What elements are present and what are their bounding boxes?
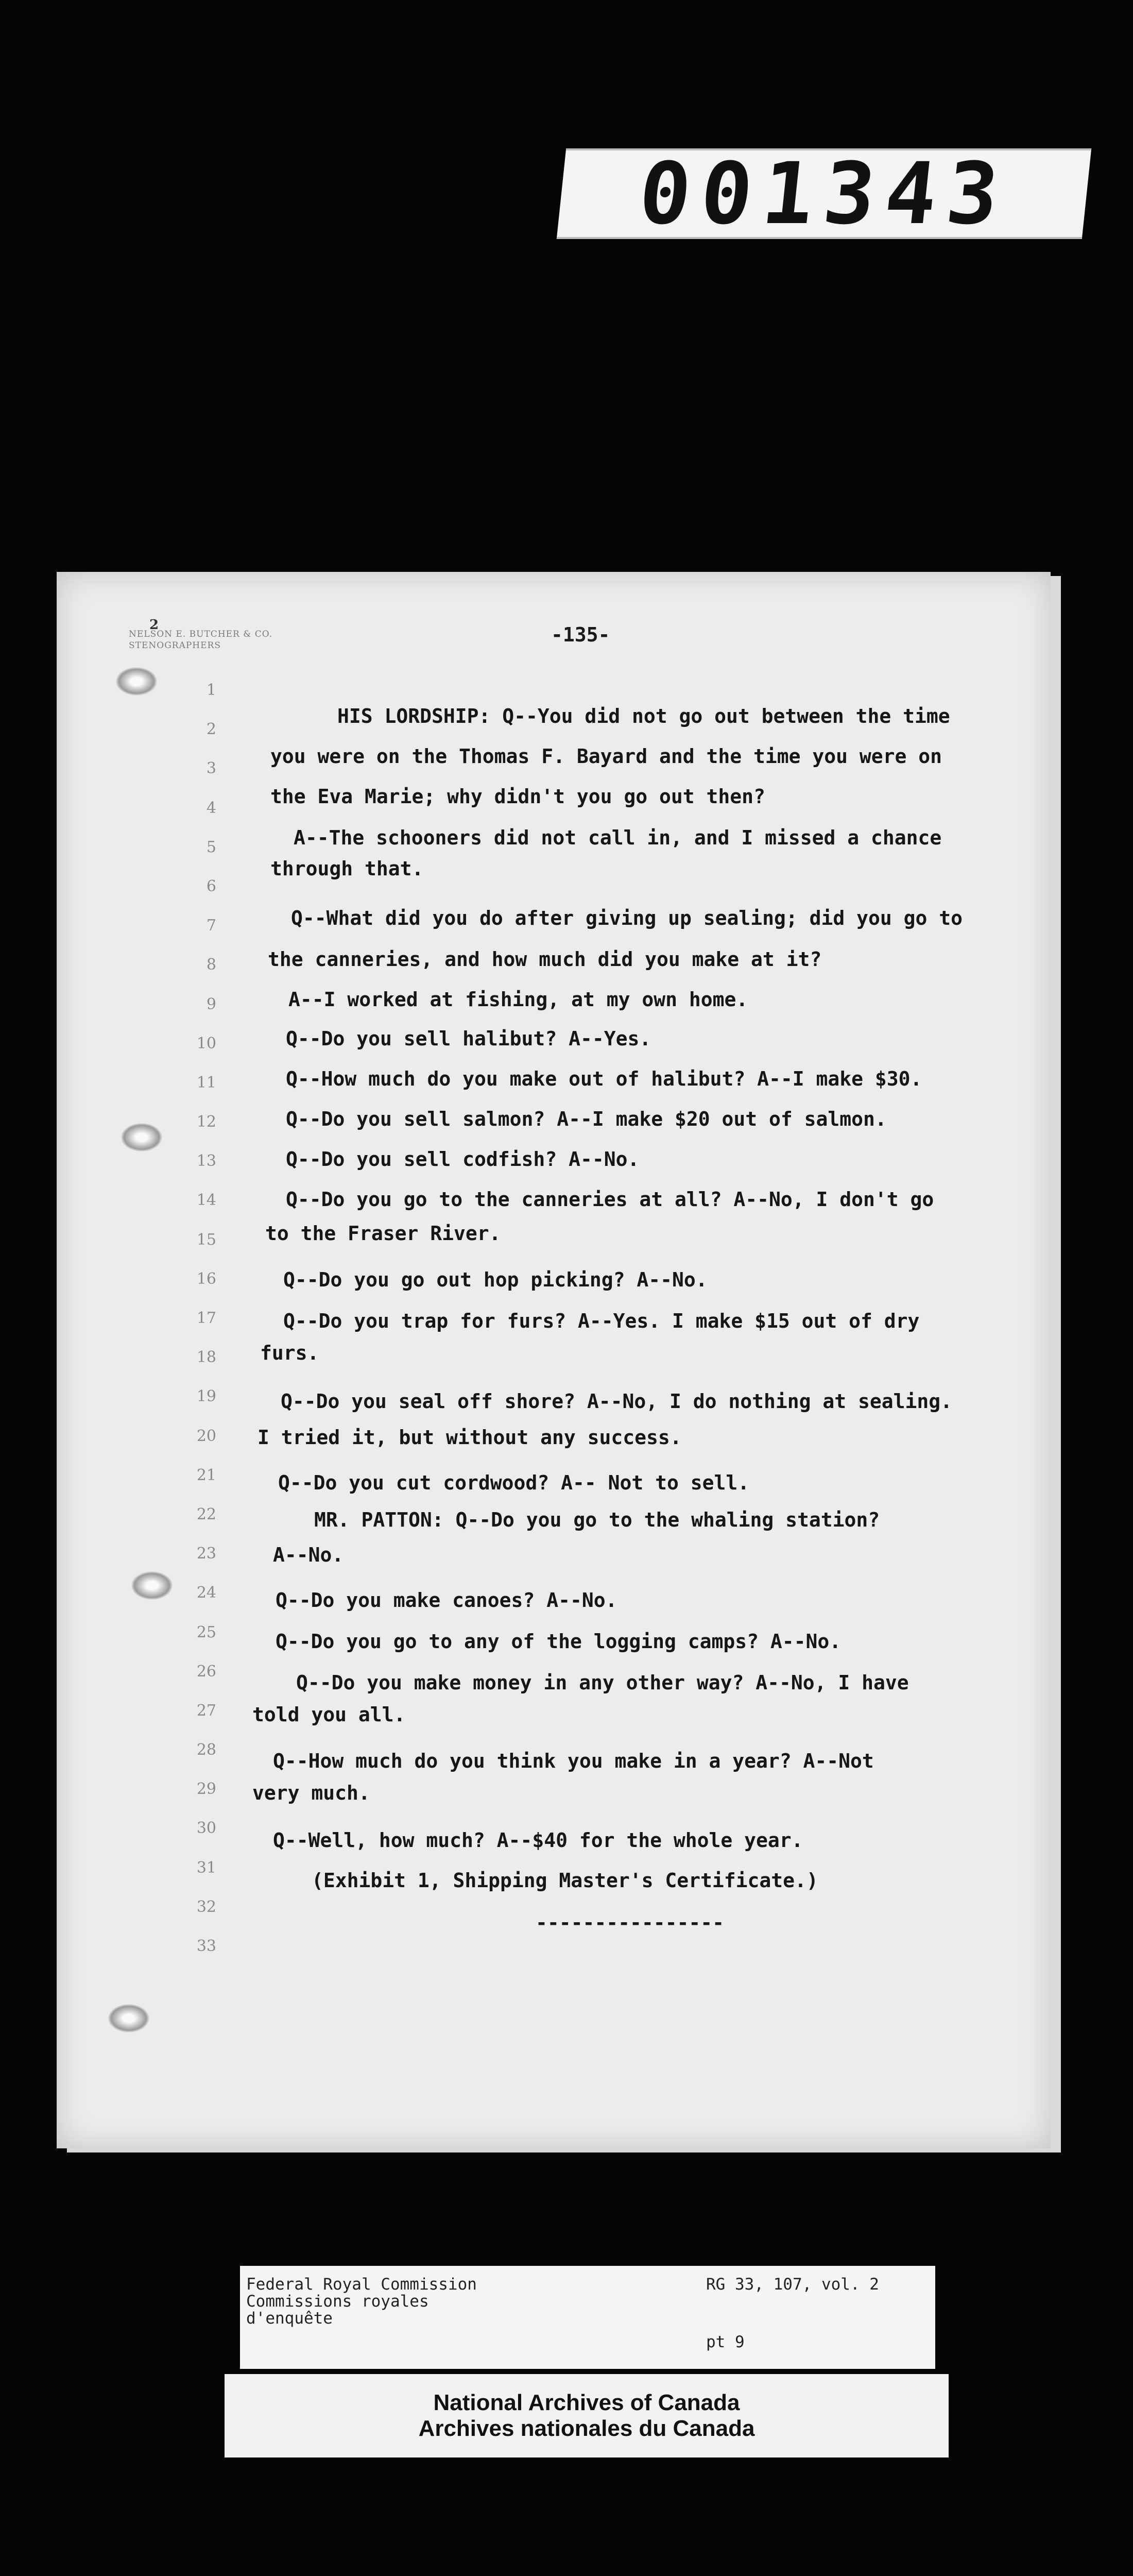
transcript-line: Q--Do you go to any of the logging camps? A--No. <box>276 1630 842 1653</box>
punch-hole <box>116 667 157 696</box>
line-number: 33 <box>196 1937 216 1955</box>
transcript-line: furs. <box>260 1342 319 1364</box>
collection-line: Federal Royal Commission <box>246 2275 477 2294</box>
transcript-line: told you all. <box>252 1703 406 1726</box>
transcript-line: Q--Well, how much? A--$40 for the whole year. <box>273 1829 803 1852</box>
punch-hole <box>121 1123 162 1151</box>
line-number: 29 <box>196 1780 216 1799</box>
line-number: 9 <box>206 995 216 1013</box>
transcript-line: I tried it, but without any success. <box>258 1426 682 1449</box>
line-number: 22 <box>196 1505 216 1523</box>
archive-name-english: National Archives of Canada <box>433 2390 740 2415</box>
line-number: 11 <box>196 1073 216 1092</box>
transcript-line: through that. <box>270 857 424 880</box>
line-number: 30 <box>196 1819 216 1838</box>
transcript-line: Q--Do you make money in any other way? A--No, I have <box>296 1671 909 1694</box>
line-number: 18 <box>196 1348 216 1367</box>
line-number: 28 <box>196 1741 216 1759</box>
collection-name <box>246 2276 477 2327</box>
transcript-line: Q--Do you seal off shore? A--No, I do nothing at sealing. <box>281 1390 953 1413</box>
transcript-line: MR. PATTON: Q--Do you go to the whaling station? <box>314 1509 880 1531</box>
line-number: 5 <box>206 838 216 856</box>
line-number: 24 <box>196 1584 216 1602</box>
punch-hole <box>108 2004 149 2032</box>
document-page <box>57 572 1051 2148</box>
line-number: 26 <box>196 1662 216 1681</box>
transcript-line: HIS LORDSHIP: Q--You did not go out between the time <box>337 705 950 727</box>
line-number: 16 <box>196 1269 216 1288</box>
line-number: 31 <box>196 1858 216 1877</box>
record-group-reference: RG 33, 107, vol. 2 <box>706 2275 879 2294</box>
transcript-line: Q--Do you sell codfish? A--No. <box>286 1148 640 1171</box>
transcript-line: the canneries, and how much did you make at it? <box>268 948 822 971</box>
transcript-line: Q--Do you go to the canneries at all? A--No, I don't go <box>286 1188 934 1211</box>
page-number: -135- <box>551 623 610 646</box>
transcript-line: Q--Do you trap for furs? A--Yes. I make $15 out of dry <box>283 1310 920 1332</box>
line-number: 13 <box>196 1152 216 1171</box>
transcript-line: A--The schooners did not call in, and I missed a chance <box>294 826 942 849</box>
closing-rule: ---------------- <box>536 1911 725 1934</box>
transcript-line: A--I worked at fishing, at my own home. <box>288 988 748 1011</box>
line-number: 23 <box>196 1545 216 1563</box>
collection-line: Commissions royales <box>246 2292 429 2311</box>
line-number: 32 <box>196 1897 216 1916</box>
transcript-line: the Eva Marie; why didn't you go out then? <box>270 785 765 808</box>
line-number: 15 <box>196 1230 216 1249</box>
transcript-line: Q--What did you do after giving up sealing; did you go to <box>291 907 963 929</box>
transcript-line: Q--Do you sell halibut? A--Yes. <box>286 1027 651 1050</box>
line-number: 4 <box>206 799 216 817</box>
line-number: 7 <box>206 917 216 935</box>
letterhead-line: STENOGRAPHERS <box>129 640 221 651</box>
transcript-line: you were on the Thomas F. Bayard and the time you were on <box>270 745 942 768</box>
transcript-line: Q--Do you make canoes? A--No. <box>276 1589 617 1612</box>
archive-name-french: Archives nationales du Canada <box>418 2416 755 2441</box>
archive-reference-label <box>240 2266 935 2369</box>
line-number: 12 <box>196 1113 216 1131</box>
line-number: 10 <box>196 1034 216 1053</box>
transcript-line: Q--Do you sell salmon? A--I make $20 out of salmon. <box>286 1108 887 1130</box>
transcript-line: (Exhibit 1, Shipping Master's Certificate.) <box>312 1869 818 1892</box>
line-number: 1 <box>206 681 216 699</box>
transcript-line: Q--How much do you think you make in a year? A--Not <box>273 1750 874 1772</box>
archive-name-banner <box>225 2374 949 2458</box>
transcript-line: A--No. <box>273 1544 344 1566</box>
transcript-line: very much. <box>252 1782 370 1804</box>
line-number: 21 <box>196 1466 216 1484</box>
line-number: 27 <box>196 1701 216 1720</box>
part-number: pt 9 <box>706 2333 745 2351</box>
frame-number: 001343 <box>557 148 1091 239</box>
line-number: 14 <box>196 1191 216 1210</box>
line-number: 20 <box>196 1427 216 1445</box>
punch-hole <box>131 1571 173 1600</box>
line-number: 2 <box>206 720 216 739</box>
transcript-line: to the Fraser River. <box>265 1222 501 1245</box>
line-number: 8 <box>206 956 216 974</box>
line-number: 25 <box>196 1623 216 1641</box>
transcript-line: Q--Do you go out hop picking? A--No. <box>283 1268 708 1291</box>
transcript-line: Q--How much do you make out of halibut? A--I make $30. <box>286 1067 922 1090</box>
letterhead-line: NELSON E. BUTCHER & CO. <box>129 629 273 639</box>
page-marker: 2 <box>149 617 159 633</box>
line-number: 17 <box>196 1309 216 1327</box>
transcript-line: Q--Do you cut cordwood? A-- Not to sell. <box>278 1471 750 1494</box>
line-number: 6 <box>206 877 216 895</box>
line-number: 19 <box>196 1387 216 1406</box>
line-number: 3 <box>206 759 216 778</box>
collection-line: d'enquête <box>246 2309 333 2328</box>
